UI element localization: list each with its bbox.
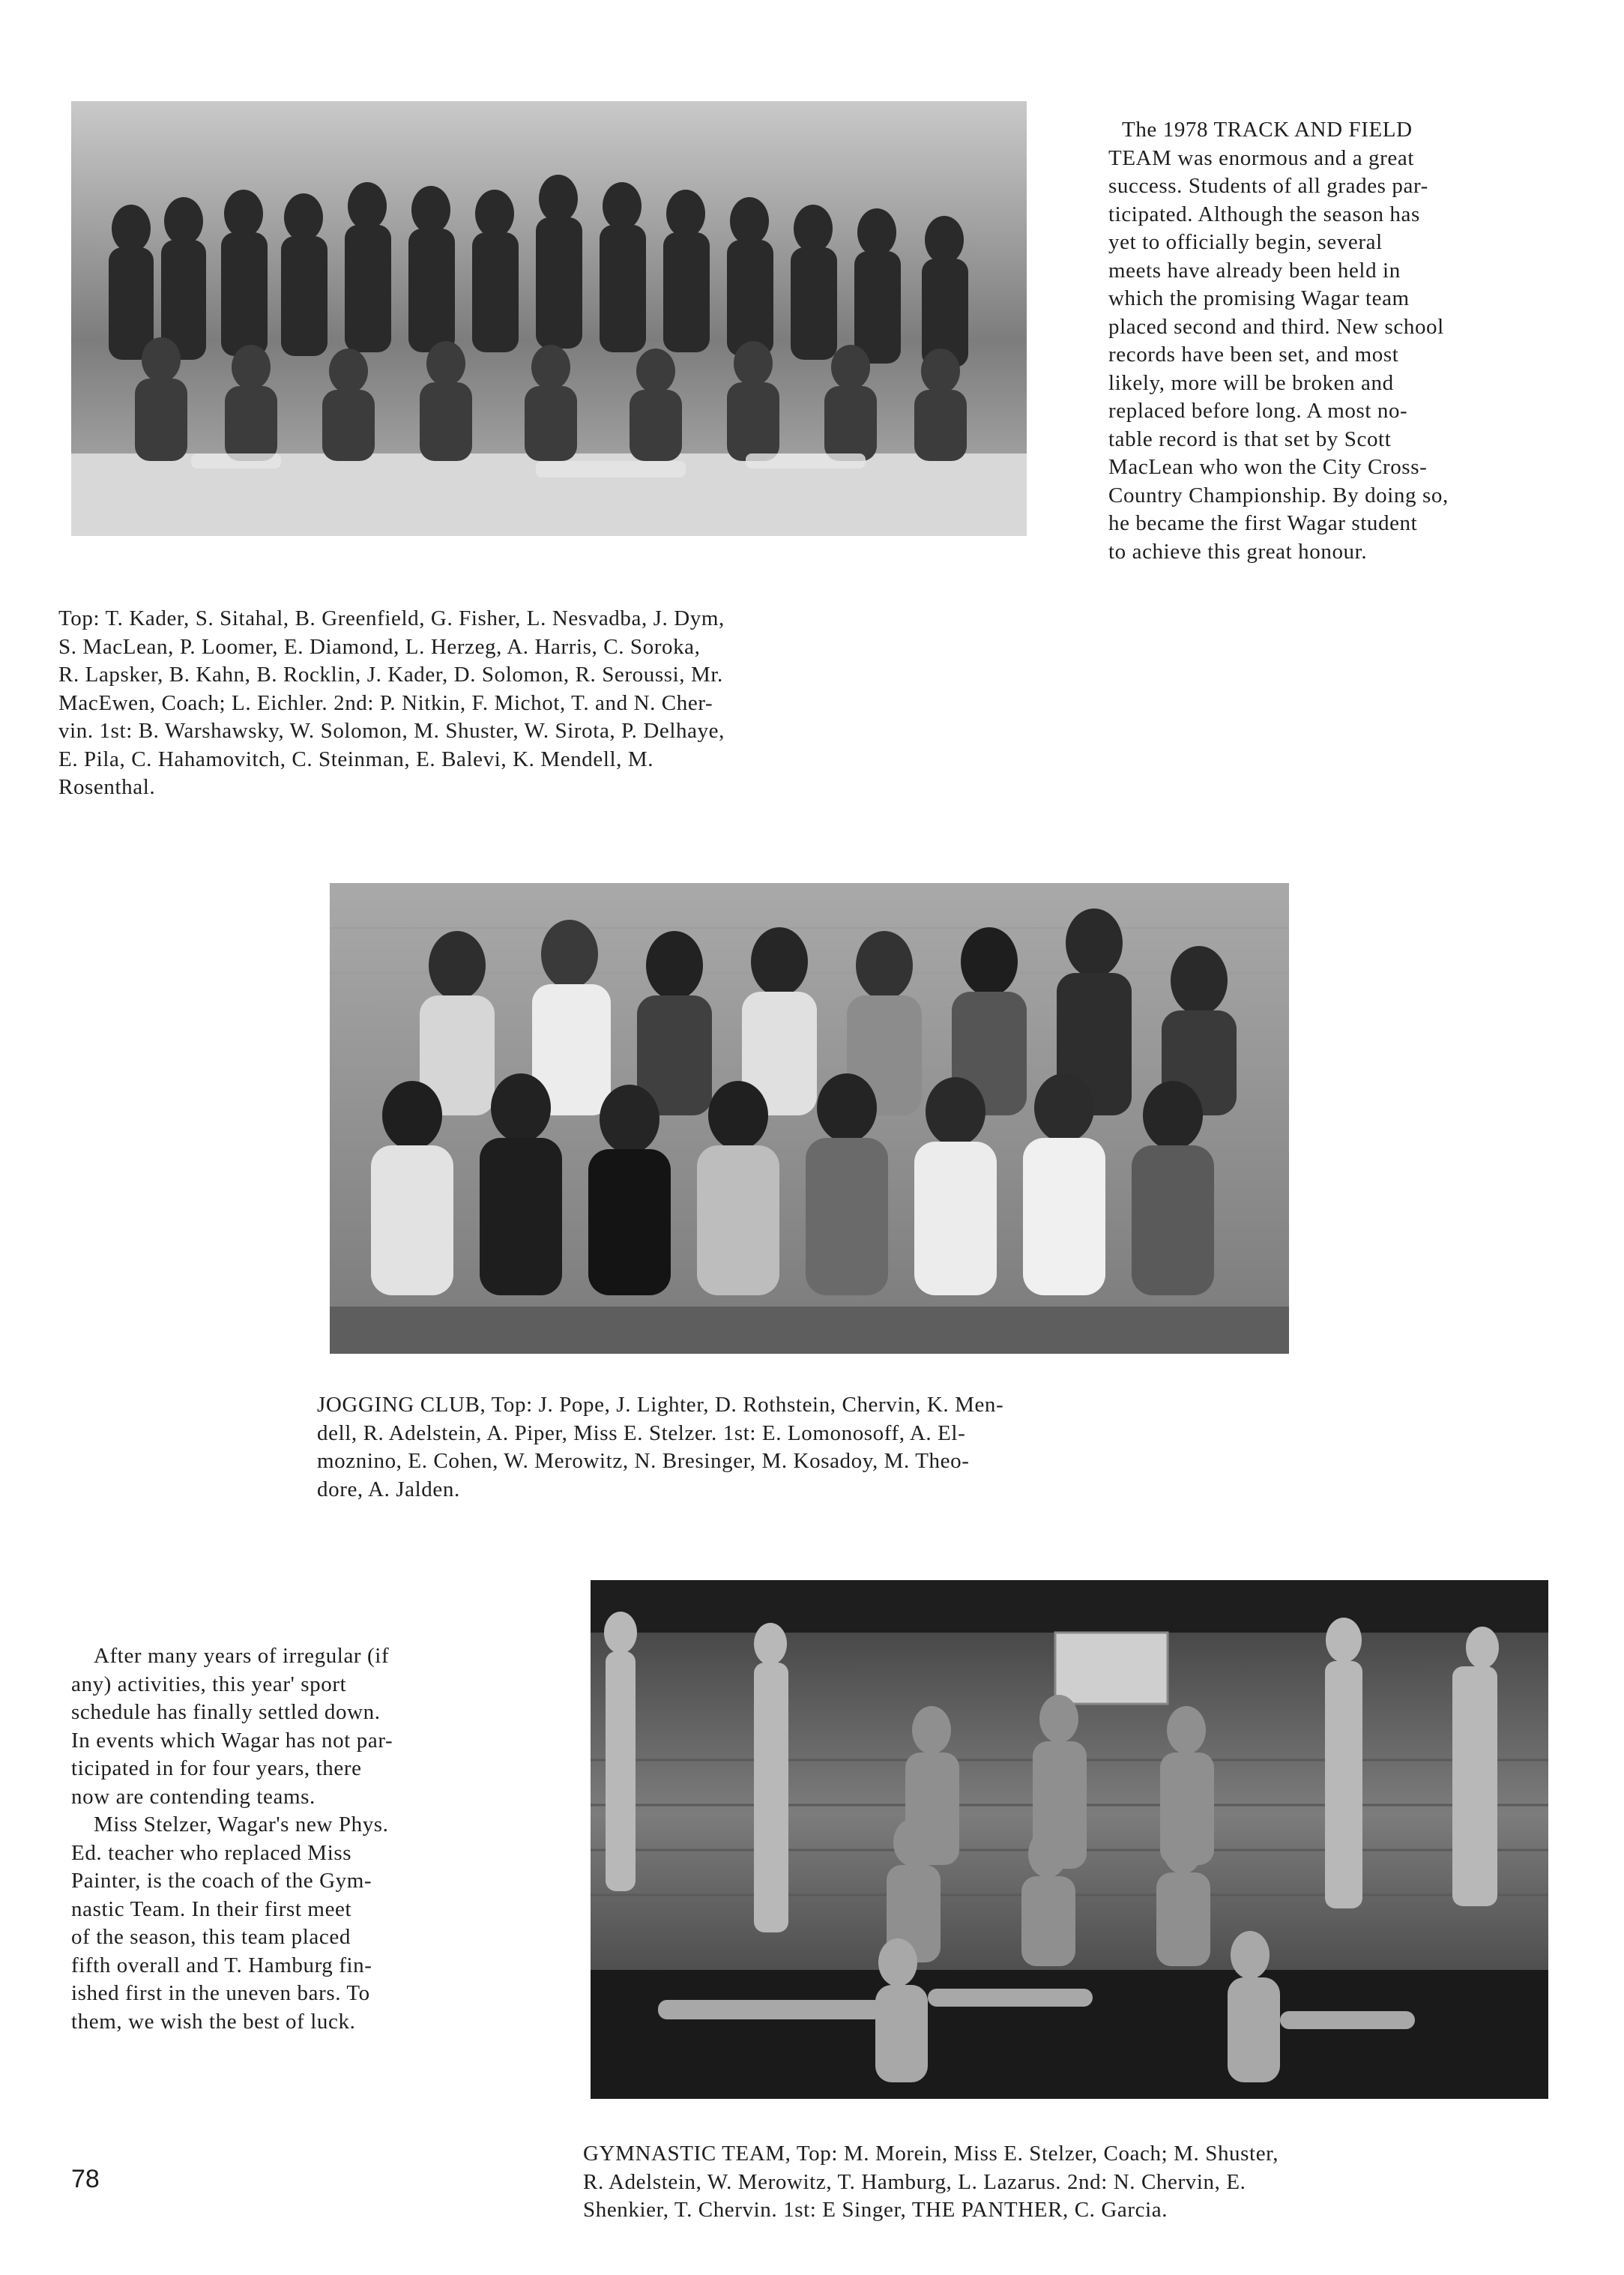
story-line: After many years of irregular (if — [94, 1644, 390, 1668]
story-line: ished first in the uneven bars. To — [71, 1981, 370, 2005]
caption-line: R. Lapsker, B. Kahn, B. Rocklin, J. Kader, D. Solomon, R. Seroussi, Mr. — [58, 663, 723, 687]
story-line: which the promising Wagar team — [1108, 286, 1410, 310]
track-team-photo — [71, 101, 1027, 536]
caption-line: R. Adelstein, W. Merowitz, T. Hamburg, L. Lazarus. 2nd: N. Chervin, E. — [583, 2169, 1246, 2194]
story-line: Miss Stelzer, Wagar's new Phys. — [94, 1813, 389, 1836]
caption-line: S. MacLean, P. Loomer, E. Diamond, L. Herzeg, A. Harris, C. Soroka, — [58, 634, 701, 659]
story-line: yet to officially begin, several — [1108, 230, 1383, 254]
caption-line: JOGGING CLUB, Top: J. Pope, J. Lighter, D. Rothstein, Chervin, K. Men- — [317, 1393, 1004, 1417]
caption-line: dell, R. Adelstein, A. Piper, Miss E. Stelzer. 1st: E. Lomonosoff, A. El- — [317, 1420, 966, 1445]
gymnastic-team-photo — [591, 1580, 1548, 2099]
story-line: Painter, is the coach of the Gym- — [71, 1869, 372, 1893]
story-line: to achieve this great honour. — [1108, 539, 1368, 564]
story-line: of the season, this team placed — [71, 1925, 351, 1949]
story-line: nastic Team. In their first meet — [71, 1896, 352, 1921]
caption-line: Shenkier, T. Chervin. 1st: E Singer, THE PANTHER, C. Garcia. — [583, 2198, 1168, 2222]
story-line: now are contending teams. — [71, 1784, 316, 1809]
track-team-caption — [58, 605, 1063, 802]
caption-line: GYMNASTIC TEAM, Top: M. Morein, Miss E. Stelzer, Coach; M. Shuster, — [583, 2142, 1279, 2166]
sports-story — [71, 1642, 558, 2036]
caption-line: E. Pila, C. Hahamovitch, C. Steinman, E. Balevi, K. Mendell, M. — [58, 747, 654, 771]
caption-line: Top: T. Kader, S. Sitahal, B. Greenfield, G. Fisher, L. Nesvadba, J. Dym, — [58, 606, 725, 630]
story-line: replaced before long. A most no- — [1108, 399, 1408, 423]
jogging-club-photo — [330, 883, 1289, 1354]
story-line: The 1978 TRACK AND FIELD — [1122, 118, 1413, 142]
gymnastic-team-caption — [583, 2140, 1572, 2225]
story-line: success. Students of all grades par- — [1108, 174, 1428, 198]
caption-line: moznino, E. Cohen, W. Merowitz, N. Bresinger, M. Kosadoy, M. Theo- — [317, 1449, 970, 1473]
track-story — [1108, 116, 1581, 566]
story-line: meets have already been held in — [1108, 258, 1401, 283]
caption-line: Rosenthal. — [58, 775, 156, 799]
story-line: he became the first Wagar student — [1108, 511, 1418, 535]
story-line: ticipated. Although the season has — [1108, 202, 1420, 226]
story-line: likely, more will be broken and — [1108, 370, 1394, 395]
story-line: schedule has finally settled down. — [71, 1700, 381, 1724]
caption-line: vin. 1st: B. Warshawsky, W. Solomon, M. Shuster, W. Sirota, P. Delhaye, — [58, 719, 725, 743]
story-line: placed second and third. New school — [1108, 314, 1444, 339]
story-line: In events which Wagar has not par- — [71, 1728, 393, 1753]
story-line: MacLean who won the City Cross- — [1108, 455, 1428, 479]
story-line: them, we wish the best of luck. — [71, 2009, 356, 2034]
story-line: fifth overall and T. Hamburg fin- — [71, 1953, 372, 1977]
story-line: any) activities, this year' sport — [71, 1672, 347, 1696]
story-line: TEAM was enormous and a great — [1108, 145, 1414, 170]
caption-line: dore, A. Jalden. — [317, 1477, 460, 1501]
page-number: 78 — [71, 2165, 100, 2193]
jogging-club-caption — [317, 1391, 1321, 1504]
caption-line: MacEwen, Coach; L. Eichler. 2nd: P. Nitkin, F. Michot, T. and N. Cher- — [58, 690, 713, 715]
story-line: table record is that set by Scott — [1108, 427, 1392, 451]
story-line: Country Championship. By doing so, — [1108, 483, 1449, 507]
story-line: ticipated in for four years, there — [71, 1756, 362, 1780]
story-line: records have been set, and most — [1108, 343, 1399, 367]
story-line: Ed. teacher who replaced Miss — [71, 1840, 352, 1865]
